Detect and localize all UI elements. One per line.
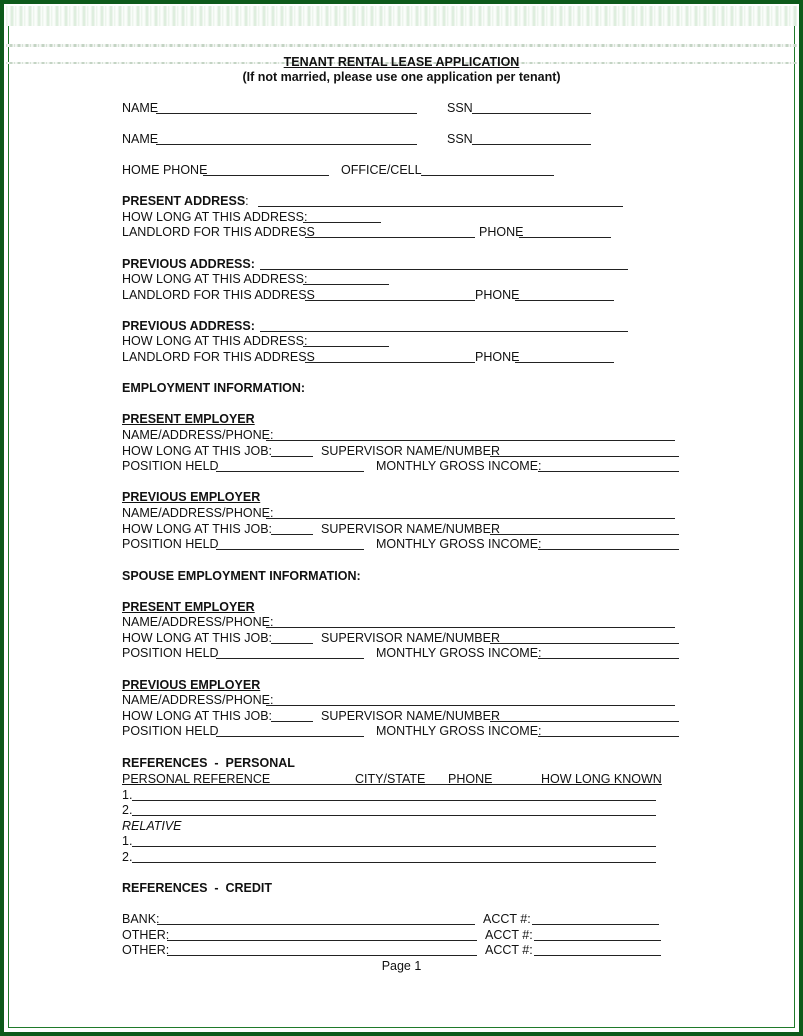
income-label: MONTHLY GROSS INCOME: <box>376 724 542 738</box>
income-field[interactable] <box>538 549 679 550</box>
other-label: OTHER: <box>122 928 170 942</box>
form-title: TENANT RENTAL LEASE APPLICATION <box>283 55 520 69</box>
position-label: POSITION HELD <box>122 459 219 473</box>
reference-row-number: 2. <box>122 803 133 817</box>
bank-field[interactable] <box>157 924 475 925</box>
name-label: NAME <box>122 132 159 146</box>
other-acct-field-2[interactable] <box>534 955 661 956</box>
how-long-address-field[interactable] <box>303 346 389 347</box>
landlord-phone-label: PHONE <box>479 225 524 239</box>
home-phone-field[interactable] <box>203 175 329 176</box>
form-subtitle: (If not married, please use one application per tenant) <box>242 70 561 84</box>
position-field[interactable] <box>216 471 364 472</box>
landlord-label: LANDLORD FOR THIS ADDRESS <box>122 225 315 239</box>
reference-row-number: 1. <box>122 788 133 802</box>
credit-references-heading: REFERENCES - CREDIT <box>122 881 273 895</box>
other-credit-field-2[interactable] <box>167 955 477 956</box>
relative-reference-field-2[interactable] <box>132 862 656 863</box>
name-field-2[interactable] <box>156 144 417 145</box>
position-field[interactable] <box>216 549 364 550</box>
employer-contact-field[interactable] <box>266 627 675 628</box>
ssn-field-2[interactable] <box>472 144 591 145</box>
other-credit-field-1[interactable] <box>167 940 477 941</box>
previous-employer-label: PREVIOUS EMPLOYER <box>122 678 261 692</box>
previous-address-field[interactable] <box>260 269 628 270</box>
reference-row-number: 2. <box>122 850 133 864</box>
landlord-field[interactable] <box>305 237 475 238</box>
personal-reference-field-1[interactable] <box>132 800 656 801</box>
how-long-address-label: HOW LONG AT THIS ADDRESS: <box>122 334 308 348</box>
column-header-phone: PHONE <box>448 772 493 786</box>
name-field-1[interactable] <box>156 113 417 114</box>
column-header-underline <box>256 784 355 785</box>
column-header-underline <box>489 784 541 785</box>
name-label: NAME <box>122 101 159 115</box>
present-employer-label: PRESENT EMPLOYER <box>122 412 255 426</box>
present-address-colon: : <box>245 194 249 208</box>
how-long-job-field[interactable] <box>271 534 313 535</box>
present-address-field[interactable] <box>258 206 623 207</box>
how-long-job-label: HOW LONG AT THIS JOB: <box>122 444 273 458</box>
income-field[interactable] <box>538 736 679 737</box>
employer-contact-field[interactable] <box>266 440 675 441</box>
previous-address-label: PREVIOUS ADDRESS: <box>122 257 255 271</box>
landlord-phone-field[interactable] <box>515 362 614 363</box>
other-label: OTHER: <box>122 943 170 957</box>
other-acct-field-1[interactable] <box>534 940 661 941</box>
name-address-phone-label: NAME/ADDRESS/PHONE: <box>122 615 274 629</box>
ssn-label: SSN <box>447 101 473 115</box>
employer-contact-field[interactable] <box>266 705 675 706</box>
relative-reference-field-1[interactable] <box>132 846 656 847</box>
how-long-address-label: HOW LONG AT THIS ADDRESS: <box>122 272 308 286</box>
supervisor-label: SUPERVISOR NAME/NUMBER <box>321 444 500 458</box>
column-header-city-state: CITY/STATE <box>355 772 426 786</box>
landlord-phone-label: PHONE <box>475 288 520 302</box>
landlord-phone-field[interactable] <box>519 237 611 238</box>
bank-label: BANK: <box>122 912 160 926</box>
landlord-phone-label: PHONE <box>475 350 520 364</box>
bank-acct-field[interactable] <box>532 924 659 925</box>
how-long-job-label: HOW LONG AT THIS JOB: <box>122 522 273 536</box>
landlord-phone-field[interactable] <box>515 300 614 301</box>
supervisor-field[interactable] <box>490 534 679 535</box>
acct-label: ACCT #: <box>485 928 533 942</box>
previous-address-field[interactable] <box>260 331 628 332</box>
landlord-field[interactable] <box>305 362 475 363</box>
position-field[interactable] <box>216 736 364 737</box>
present-address-label: PRESENT ADDRESS <box>122 194 246 208</box>
page-number: Page 1 <box>381 959 422 973</box>
previous-address-label: PREVIOUS ADDRESS: <box>122 319 255 333</box>
ssn-label: SSN <box>447 132 473 146</box>
name-address-phone-label: NAME/ADDRESS/PHONE: <box>122 693 274 707</box>
how-long-address-field[interactable] <box>303 222 381 223</box>
how-long-job-field[interactable] <box>271 721 313 722</box>
personal-references-heading: REFERENCES - PERSONAL <box>122 756 295 770</box>
home-phone-label: HOME PHONE <box>122 163 208 177</box>
column-header-personal-reference: PERSONAL REFERENCE <box>122 772 271 786</box>
how-long-address-label: HOW LONG AT THIS ADDRESS: <box>122 210 308 224</box>
ssn-field-1[interactable] <box>472 113 591 114</box>
how-long-job-label: HOW LONG AT THIS JOB: <box>122 631 273 645</box>
relative-label: RELATIVE <box>122 819 182 833</box>
employer-contact-field[interactable] <box>266 518 675 519</box>
position-label: POSITION HELD <box>122 537 219 551</box>
supervisor-field[interactable] <box>490 456 679 457</box>
how-long-job-field[interactable] <box>271 456 313 457</box>
reference-row-number: 1. <box>122 834 133 848</box>
position-label: POSITION HELD <box>122 646 219 660</box>
name-address-phone-label: NAME/ADDRESS/PHONE: <box>122 506 274 520</box>
office-cell-label: OFFICE/CELL <box>341 163 422 177</box>
how-long-job-label: HOW LONG AT THIS JOB: <box>122 709 273 723</box>
office-cell-field[interactable] <box>421 175 554 176</box>
personal-reference-field-2[interactable] <box>132 815 656 816</box>
supervisor-label: SUPERVISOR NAME/NUMBER <box>321 522 500 536</box>
supervisor-label: SUPERVISOR NAME/NUMBER <box>321 631 500 645</box>
spouse-employment-heading: SPOUSE EMPLOYMENT INFORMATION: <box>122 569 361 583</box>
acct-label: ACCT #: <box>483 912 531 926</box>
position-label: POSITION HELD <box>122 724 219 738</box>
position-field[interactable] <box>216 658 364 659</box>
column-header-how-long-known: HOW LONG KNOWN <box>541 772 662 786</box>
name-address-phone-label: NAME/ADDRESS/PHONE: <box>122 428 274 442</box>
landlord-label: LANDLORD FOR THIS ADDRESS <box>122 288 315 302</box>
employment-heading: EMPLOYMENT INFORMATION: <box>122 381 306 395</box>
income-field[interactable] <box>538 658 679 659</box>
column-header-underline <box>425 784 448 785</box>
supervisor-field[interactable] <box>490 721 679 722</box>
supervisor-label: SUPERVISOR NAME/NUMBER <box>321 709 500 723</box>
income-field[interactable] <box>538 471 679 472</box>
present-employer-label: PRESENT EMPLOYER <box>122 600 255 614</box>
how-long-address-field[interactable] <box>303 284 389 285</box>
acct-label: ACCT #: <box>485 943 533 957</box>
income-label: MONTHLY GROSS INCOME: <box>376 459 542 473</box>
how-long-job-field[interactable] <box>271 643 313 644</box>
previous-employer-label: PREVIOUS EMPLOYER <box>122 490 261 504</box>
landlord-label: LANDLORD FOR THIS ADDRESS <box>122 350 315 364</box>
supervisor-field[interactable] <box>490 643 679 644</box>
income-label: MONTHLY GROSS INCOME: <box>376 646 542 660</box>
income-label: MONTHLY GROSS INCOME: <box>376 537 542 551</box>
landlord-field[interactable] <box>305 300 475 301</box>
